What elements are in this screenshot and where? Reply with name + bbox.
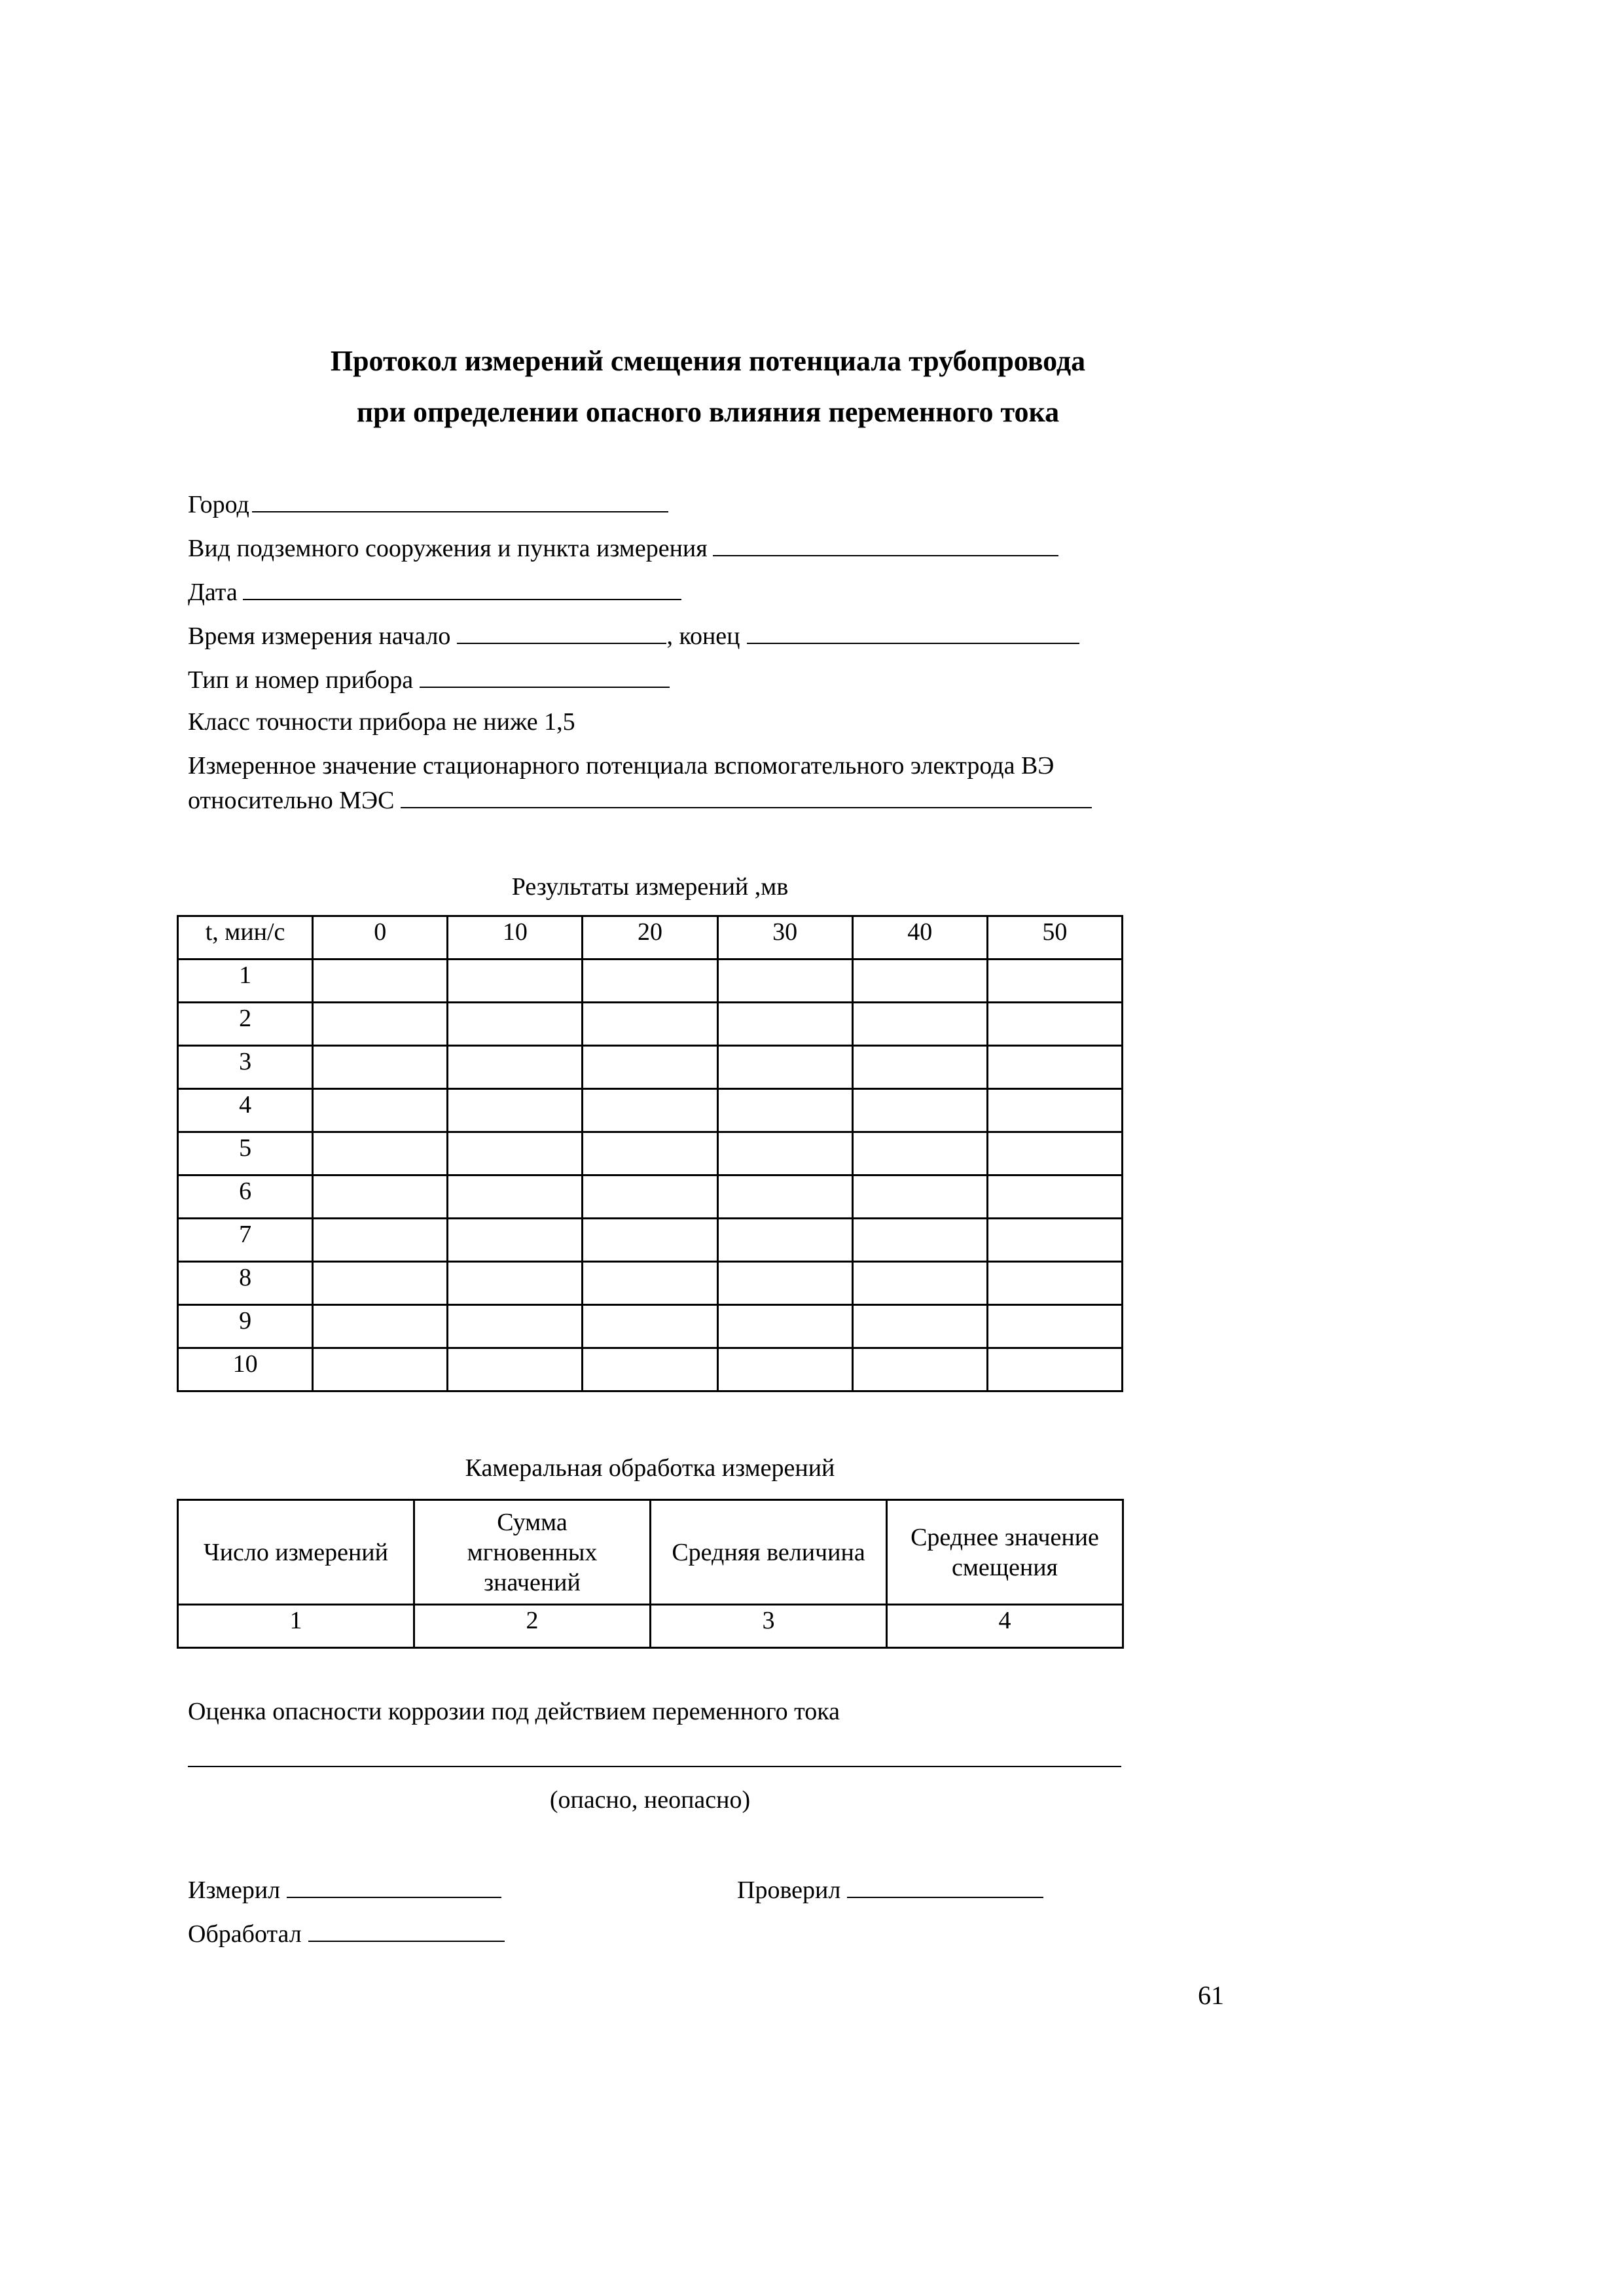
measurement-cell[interactable] bbox=[583, 1175, 717, 1219]
measurement-cell[interactable] bbox=[852, 1262, 987, 1305]
results-row bbox=[178, 1348, 1123, 1391]
processed-label: Обработал bbox=[188, 1920, 302, 1948]
measurement-cell[interactable] bbox=[448, 1089, 583, 1132]
structure-label: Вид подземного сооружения и пункта измерения bbox=[188, 535, 708, 562]
measurement-cell[interactable] bbox=[313, 1262, 448, 1305]
measurement-cell[interactable] bbox=[448, 1305, 583, 1348]
header-cell-value: 50 bbox=[987, 916, 1122, 960]
city-field bbox=[188, 488, 668, 520]
measurement-cell[interactable] bbox=[987, 1219, 1122, 1262]
row-number-cell: 10 bbox=[178, 1348, 313, 1391]
number-cell: 4 bbox=[887, 1605, 1123, 1648]
measurement-cell[interactable] bbox=[987, 1089, 1122, 1132]
processing-table bbox=[177, 1499, 1124, 1649]
measurement-cell[interactable] bbox=[448, 960, 583, 1003]
city-blank[interactable] bbox=[252, 488, 668, 512]
measurement-cell[interactable] bbox=[717, 1262, 852, 1305]
measurement-cell[interactable] bbox=[987, 1262, 1122, 1305]
measurement-cell[interactable] bbox=[583, 1262, 717, 1305]
measurement-cell[interactable] bbox=[717, 1003, 852, 1046]
measurement-cell[interactable] bbox=[583, 1219, 717, 1262]
measurement-cell[interactable] bbox=[313, 1003, 448, 1046]
results-caption: Результаты измерений ,мв bbox=[511, 873, 789, 901]
measurement-cell[interactable] bbox=[717, 1089, 852, 1132]
page-number: 61 bbox=[1198, 1981, 1224, 2010]
assessment-label: Оценка опасности коррозии под действием переменного тока bbox=[188, 1698, 840, 1725]
measurement-cell[interactable] bbox=[448, 1219, 583, 1262]
number-cell: 3 bbox=[651, 1605, 887, 1648]
measured-label: Измерил bbox=[188, 1876, 281, 1904]
measurement-cell[interactable] bbox=[717, 1175, 852, 1219]
time-start-blank[interactable] bbox=[457, 619, 666, 644]
assessment-hint: (опасно, неопасно) bbox=[549, 1786, 751, 1814]
row-number-cell: 3 bbox=[178, 1046, 313, 1089]
header-cell-mean-shift: Среднее значение смещения bbox=[887, 1500, 1123, 1605]
row-number-cell: 1 bbox=[178, 960, 313, 1003]
measurement-cell[interactable] bbox=[987, 1003, 1122, 1046]
header-cell-value: 30 bbox=[717, 916, 852, 960]
assessment-blank[interactable] bbox=[188, 1766, 1121, 1767]
measurement-cell[interactable] bbox=[852, 1219, 987, 1262]
measurement-cell[interactable] bbox=[313, 1348, 448, 1391]
results-row bbox=[178, 960, 1123, 1003]
header-cell-count: Число измерений bbox=[178, 1500, 414, 1605]
device-label: Тип и номер прибора bbox=[188, 666, 414, 694]
time-field bbox=[188, 619, 1079, 651]
measurement-cell[interactable] bbox=[313, 1175, 448, 1219]
measurement-cell[interactable] bbox=[313, 1046, 448, 1089]
results-table bbox=[177, 915, 1123, 1392]
measurement-cell[interactable] bbox=[852, 1089, 987, 1132]
measurement-cell[interactable] bbox=[313, 1305, 448, 1348]
measurement-cell[interactable] bbox=[583, 960, 717, 1003]
measurement-cell[interactable] bbox=[448, 1132, 583, 1175]
processing-caption: Камеральная обработка измерений bbox=[465, 1454, 835, 1482]
measurement-cell[interactable] bbox=[987, 1132, 1122, 1175]
measurement-cell[interactable] bbox=[583, 1132, 717, 1175]
title-line-2: при определении опасного влияния переменного тока bbox=[356, 396, 1060, 428]
city-label: Город bbox=[188, 491, 249, 518]
row-number-cell: 8 bbox=[178, 1262, 313, 1305]
results-row bbox=[178, 1089, 1123, 1132]
row-number-cell: 4 bbox=[178, 1089, 313, 1132]
row-number-cell: 7 bbox=[178, 1219, 313, 1262]
row-number-cell: 2 bbox=[178, 1003, 313, 1046]
measurement-cell[interactable] bbox=[583, 1305, 717, 1348]
measurement-cell[interactable] bbox=[852, 1003, 987, 1046]
number-cell: 2 bbox=[414, 1605, 651, 1648]
measurement-cell[interactable] bbox=[313, 960, 448, 1003]
processed-blank[interactable] bbox=[308, 1917, 505, 1942]
results-row bbox=[178, 1132, 1123, 1175]
date-field bbox=[188, 575, 681, 607]
measurement-cell[interactable] bbox=[717, 1219, 852, 1262]
measurement-cell[interactable] bbox=[313, 1219, 448, 1262]
measurement-cell[interactable] bbox=[717, 1305, 852, 1348]
row-number-cell: 5 bbox=[178, 1132, 313, 1175]
measurement-cell[interactable] bbox=[583, 1003, 717, 1046]
measurement-cell[interactable] bbox=[448, 1348, 583, 1391]
measurement-cell[interactable] bbox=[852, 1175, 987, 1219]
potential-label-line-2: относительно МЭС bbox=[188, 787, 395, 814]
measurement-cell[interactable] bbox=[448, 1262, 583, 1305]
measurement-cell[interactable] bbox=[448, 1175, 583, 1219]
time-end-label: , конец bbox=[666, 622, 740, 650]
processing-header-row bbox=[178, 1500, 1123, 1605]
measurement-cell[interactable] bbox=[852, 1132, 987, 1175]
processing-number-row bbox=[178, 1605, 1123, 1648]
device-field bbox=[188, 663, 670, 695]
number-cell: 1 bbox=[178, 1605, 414, 1648]
measurement-cell[interactable] bbox=[448, 1003, 583, 1046]
structure-blank[interactable] bbox=[713, 531, 1058, 556]
header-cell-value: 40 bbox=[852, 916, 987, 960]
checked-field bbox=[737, 1873, 1043, 1905]
measurement-cell[interactable] bbox=[313, 1089, 448, 1132]
header-cell-value: 20 bbox=[583, 916, 717, 960]
measurement-cell[interactable] bbox=[852, 1046, 987, 1089]
measurement-cell[interactable] bbox=[583, 1348, 717, 1391]
measurement-cell[interactable] bbox=[583, 1089, 717, 1132]
results-row bbox=[178, 1219, 1123, 1262]
potential-blank[interactable] bbox=[401, 783, 1092, 808]
date-blank[interactable] bbox=[243, 575, 681, 600]
date-label: Дата bbox=[188, 579, 238, 606]
checked-label: Проверил bbox=[737, 1876, 841, 1904]
results-row bbox=[178, 1305, 1123, 1348]
measurement-cell[interactable] bbox=[448, 1046, 583, 1089]
measurement-cell[interactable] bbox=[987, 1305, 1122, 1348]
accuracy-label: Класс точности прибора не ниже 1,5 bbox=[188, 708, 575, 736]
header-cell-sum: Сумма мгновенных значений bbox=[414, 1500, 651, 1605]
measurement-cell[interactable] bbox=[717, 1046, 852, 1089]
measurement-cell[interactable] bbox=[987, 1046, 1122, 1089]
results-row bbox=[178, 1046, 1123, 1089]
potential-field-line-1 bbox=[188, 751, 1054, 781]
checked-blank[interactable] bbox=[847, 1873, 1043, 1898]
processed-field bbox=[188, 1917, 505, 1949]
header-cell-value: 10 bbox=[448, 916, 583, 960]
time-start-label: Время измерения начало bbox=[188, 622, 451, 650]
measurement-cell[interactable] bbox=[852, 960, 987, 1003]
time-end-blank[interactable] bbox=[747, 619, 1079, 644]
measured-field bbox=[188, 1873, 501, 1905]
results-row bbox=[178, 1175, 1123, 1219]
measurement-cell[interactable] bbox=[313, 1132, 448, 1175]
measurement-cell[interactable] bbox=[987, 960, 1122, 1003]
measurement-cell[interactable] bbox=[987, 1348, 1122, 1391]
potential-field-line-2 bbox=[188, 783, 1092, 816]
measurement-cell[interactable] bbox=[852, 1348, 987, 1391]
measurement-cell[interactable] bbox=[717, 960, 852, 1003]
header-cell-time: t, мин/с bbox=[178, 916, 313, 960]
results-header-row bbox=[178, 916, 1123, 960]
row-number-cell: 9 bbox=[178, 1305, 313, 1348]
measurement-cell[interactable] bbox=[717, 1132, 852, 1175]
measurement-cell[interactable] bbox=[717, 1348, 852, 1391]
results-row bbox=[178, 1003, 1123, 1046]
header-cell-value: 0 bbox=[313, 916, 448, 960]
measurement-cell[interactable] bbox=[852, 1305, 987, 1348]
potential-label-line-1: Измеренное значение стационарного потенциала вспомогательного электрода ВЭ bbox=[188, 752, 1055, 780]
measured-blank[interactable] bbox=[287, 1873, 501, 1898]
measurement-cell[interactable] bbox=[583, 1046, 717, 1089]
structure-field bbox=[188, 531, 1058, 564]
results-row bbox=[178, 1262, 1123, 1305]
row-number-cell: 6 bbox=[178, 1175, 313, 1219]
title-line-1: Протокол измерений смещения потенциала трубопровода bbox=[330, 345, 1086, 377]
measurement-cell[interactable] bbox=[987, 1175, 1122, 1219]
accuracy-field bbox=[188, 707, 575, 737]
device-blank[interactable] bbox=[420, 663, 670, 688]
header-cell-average: Средняя величина bbox=[651, 1500, 887, 1605]
